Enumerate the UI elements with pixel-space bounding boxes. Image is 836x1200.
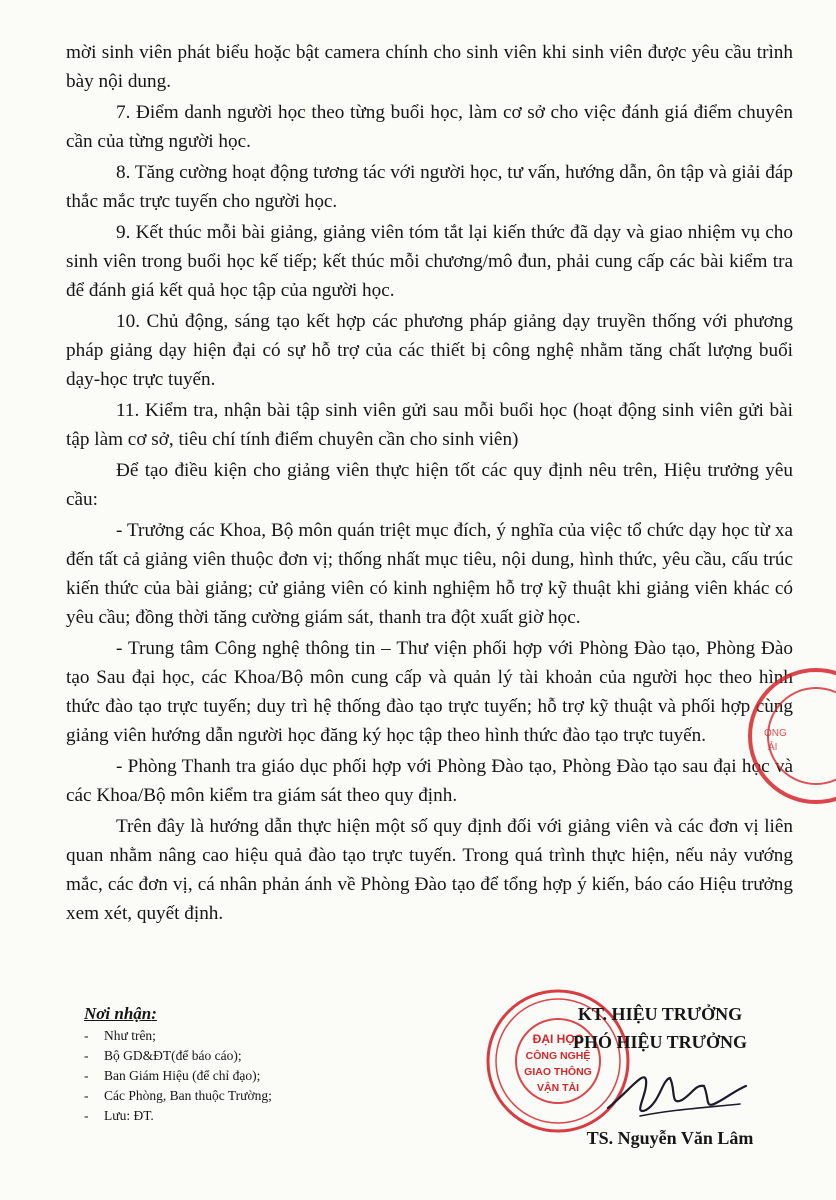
recipient-item: - Bộ GD&ĐT(để báo cáo); bbox=[84, 1046, 450, 1066]
recipient-item: - Lưu: ĐT. bbox=[84, 1106, 450, 1126]
body-paragraph: - Trung tâm Công nghệ thông tin – Thư viện phối hợp với Phòng Đào tạo, Phòng Đào tạo Sau đại học, các Khoa/Bộ môn cung cấp và quản lý tài khoản của người học theo hình thức đào tạo trực tuyến; duy trì hệ thống đào tạo trực tuyến; hỗ trợ kỹ thuật và phối hợp cùng giảng viên hướng dẫn người học đăng ký học tập theo hình thức đào tạo trực tuyến. bbox=[66, 638, 793, 746]
recipients-list bbox=[70, 1026, 450, 1126]
recipients-colon: : bbox=[151, 1004, 157, 1023]
svg-text:ỌNG: ỌNG bbox=[764, 728, 787, 739]
seal-text-line: CÔNG NGHỆ bbox=[525, 1050, 591, 1062]
body-paragraph: Để tạo điều kiện cho giảng viên thực hiện tốt các quy định nêu trên, Hiệu trưởng yêu cầu: bbox=[66, 460, 793, 510]
body-paragraph: 8. Tăng cường hoạt động tương tác với người học, tư vấn, hướng dẫn, ôn tập và giải đáp thắc mắc trực tuyến cho người học. bbox=[66, 162, 793, 212]
seal-text-line: ĐẠI HỌC bbox=[532, 1032, 584, 1046]
body-paragraph: 9. Kết thúc mỗi bài giảng, giảng viên tóm tắt lại kiến thức đã dạy và giao nhiệm vụ cho sinh viên trong buổi học kế tiếp; kết thúc mỗi chương/mô đun, phải cung cấp các bài kiểm tra để đánh giá kết quả học tập của người học. bbox=[66, 222, 793, 301]
body-paragraph: 10. Chủ động, sáng tạo kết hợp các phương pháp giảng dạy truyền thống với phương pháp giảng dạy hiện đại có sự hỗ trợ của các thiết bị công nghệ nhằm tăng chất lượng buổi dạy-học trực tuyến. bbox=[66, 311, 793, 390]
seal-text-line: GIAO THÔNG bbox=[524, 1066, 592, 1078]
seal-partial-right bbox=[738, 662, 836, 810]
seal-text-line: VẬN TẢI bbox=[537, 1082, 579, 1094]
svg-text:ẢI: ẢI bbox=[768, 742, 778, 753]
recipient-item: - Ban Giám Hiệu (để chỉ đạo); bbox=[84, 1066, 450, 1086]
handwritten-signature bbox=[600, 1050, 750, 1130]
recipient-item: - Các Phòng, Ban thuộc Trường; bbox=[84, 1086, 450, 1106]
body-paragraph: - Trưởng các Khoa, Bộ môn quán triệt mục đích, ý nghĩa của việc tổ chức dạy học từ xa đến tất cả giảng viên thuộc đơn vị; thống nhất mục tiêu, nội dung, hình thức, yêu cầu, cấu trúc kiến thức của bài giảng; cử giảng viên có kinh nghiệm hỗ trợ kỹ thuật khi giảng viên khác có yêu cầu; đồng thời tăng cường giám sát, thanh tra đột xuất giờ học. bbox=[66, 520, 793, 628]
recipients-block bbox=[70, 1004, 450, 1126]
body-paragraph: Trên đây là hướng dẫn thực hiện một số quy định đối với giảng viên và các đơn vị liên quan nhằm nâng cao hiệu quả đào tạo trực tuyến. Trong quá trình thực hiện, nếu nảy vướng mắc, các đơn vị, cá nhân phản ánh về Phòng Đào tạo để tổng hợp ý kiến, báo cáo Hiệu trưởng xem xét, quyết định. bbox=[66, 816, 793, 924]
signature-title-1: KT. HIỆU TRƯỞNG bbox=[577, 1004, 743, 1024]
document-body bbox=[66, 38, 793, 930]
recipient-item: - Như trên; bbox=[84, 1026, 450, 1046]
recipients-title: Nơi nhận bbox=[84, 1004, 152, 1023]
signer-name: TS. Nguyễn Văn Lâm bbox=[586, 1128, 754, 1148]
body-paragraph: 7. Điểm danh người học theo từng buổi học, làm cơ sở cho việc đánh giá điểm chuyên cần của từng người học. bbox=[66, 102, 793, 152]
body-paragraph: - Phòng Thanh tra giáo dục phối hợp với Phòng Đào tạo, Phòng Đào tạo sau đại học và các Khoa/Bộ môn kiểm tra giám sát theo quy định. bbox=[66, 756, 793, 806]
signature-title-2: PHÓ HIỆU TRƯỞNG bbox=[572, 1032, 747, 1052]
body-paragraph: 11. Kiểm tra, nhận bài tập sinh viên gửi sau mỗi buổi học (hoạt động sinh viên gửi bài tập làm cơ sở, tiêu chí tính điểm chuyên cần cho sinh viên) bbox=[66, 400, 793, 450]
body-paragraph: mời sinh viên phát biểu hoặc bật camera chính cho sinh viên khi sinh viên được yêu cầu trình bày nội dung. bbox=[66, 42, 793, 92]
